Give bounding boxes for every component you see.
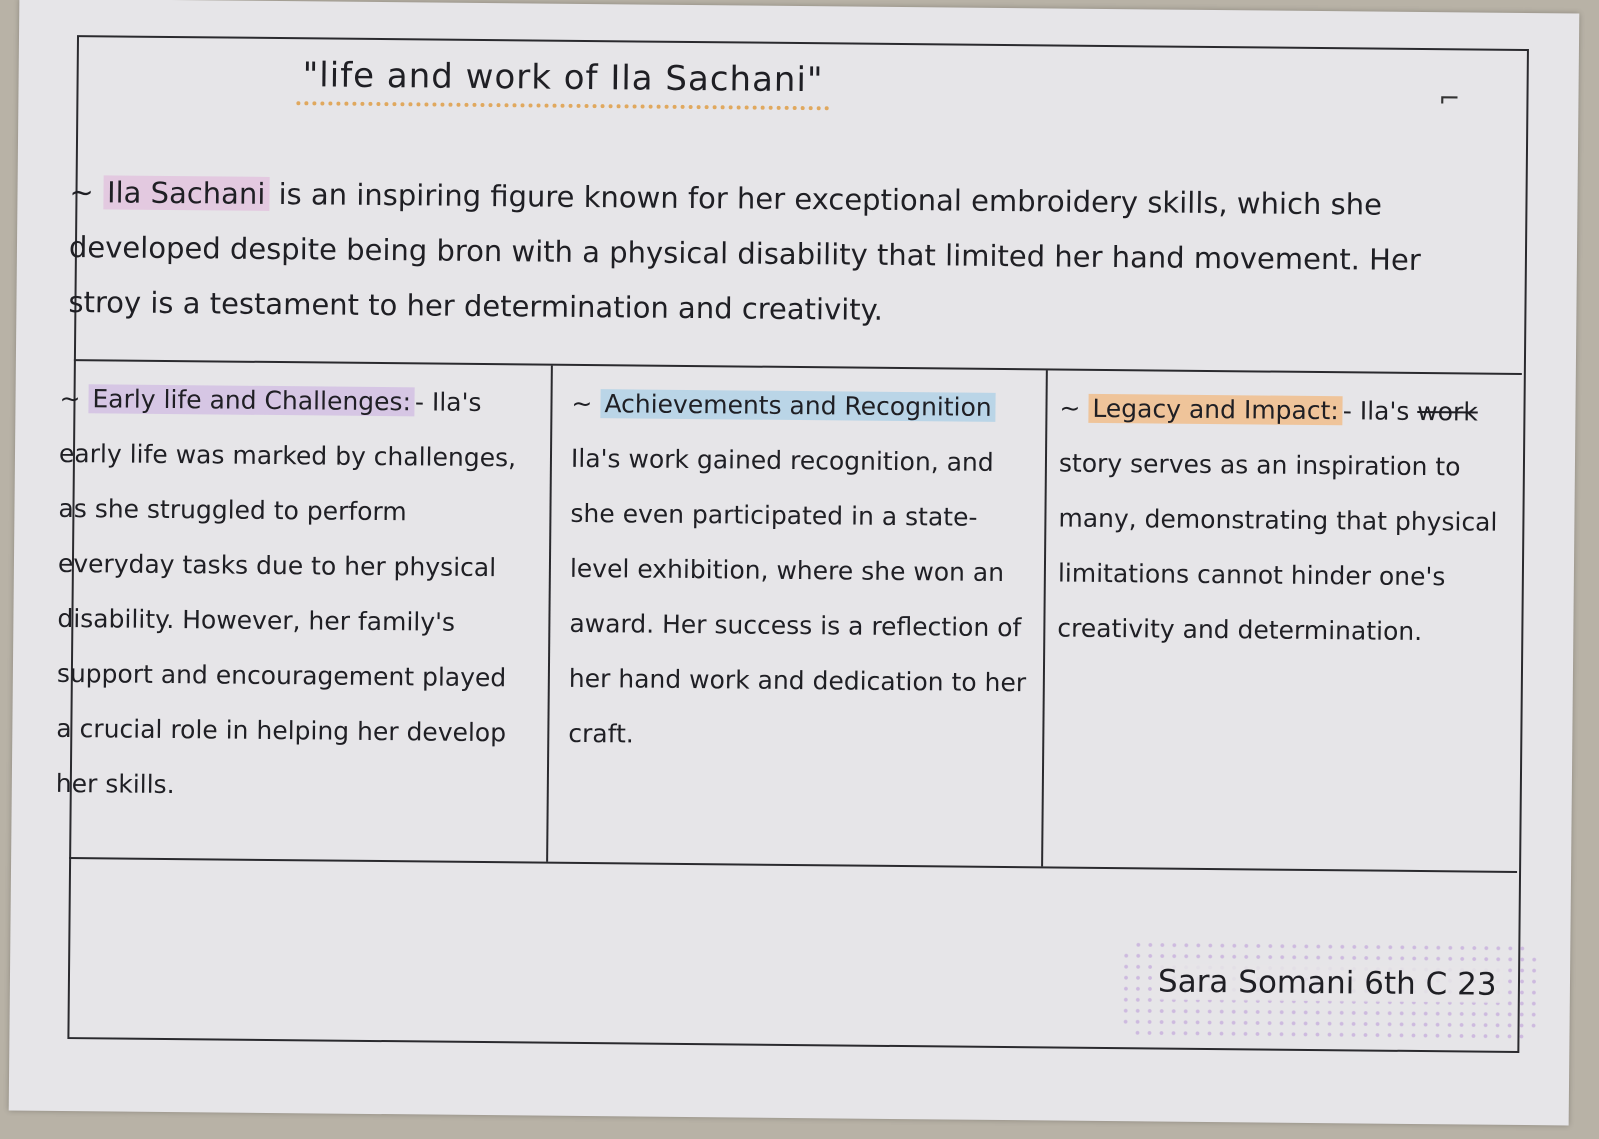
section-legacy (1057, 381, 1530, 660)
page-title: "life and work of Ila Sachani" (296, 55, 829, 110)
section-dash: ~ (571, 388, 601, 419)
signature: Sara Somani 6th C 23 (1152, 963, 1503, 1002)
section-heading: Early life and Challenges: (88, 384, 415, 416)
intro-paragraph (68, 165, 1460, 343)
intro-name-highlight: Ila Sachani (103, 175, 270, 211)
section-heading: Legacy and Impact: (1088, 394, 1343, 425)
intro-dash: ~ (69, 175, 104, 210)
section-achievements (568, 376, 1037, 765)
section-dash: ~ (1059, 393, 1089, 423)
struck-word: work (1417, 396, 1478, 427)
section-dash: ~ (59, 383, 89, 414)
section-body: Ila's work gained recognition, and she even participated in a state-level exhibition, where she won an award. Her success is a reflection of her hand work and dedication to her craft. (568, 443, 1027, 749)
paper-sheet (9, 0, 1580, 1125)
signature-dotted-border (1119, 939, 1540, 1043)
corner-tick-mark: ⌐ (1438, 84, 1461, 115)
section-body: story serves as an inspiration to many, demonstrating that physical limitations cannot hinder one's creativity and determination. (1057, 448, 1498, 647)
section-heading: Achievements and Recognition (600, 389, 996, 422)
section-early-life (56, 371, 530, 815)
intro-text: is an inspiring figure known for her exceptional embroidery skills, which she developed despite being bron with a physical disability that limited her hand movement. Her stroy is a testament to her determination and creativity. (68, 176, 1421, 327)
section-body-prefix: - Ila's (1342, 396, 1418, 426)
section-body: - Ila's early life was marked by challenges, as she struggled to perform everyday tasks due to her physical disability. However, her family's support and encouragement played a crucial role in helping her develop her skills. (55, 387, 517, 800)
